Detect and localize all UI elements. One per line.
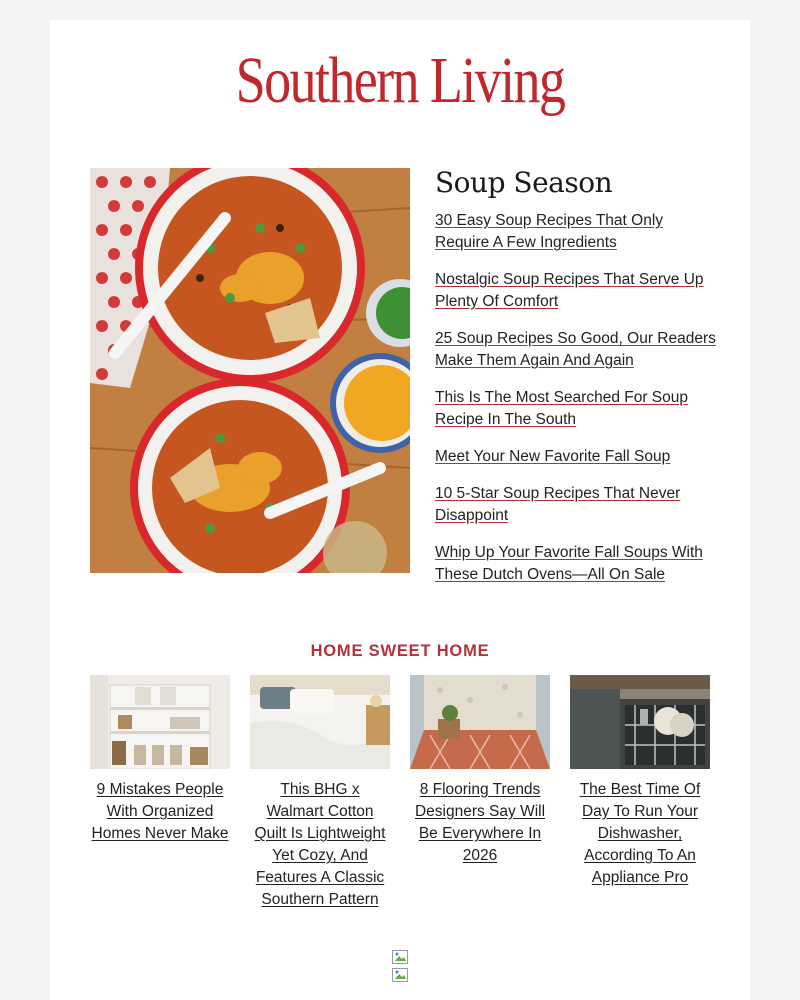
list-item bbox=[435, 542, 720, 586]
article-tile bbox=[410, 675, 550, 911]
soup-link[interactable]: 30 Easy Soup Recipes That Only Require A Few Ingredients bbox=[435, 212, 664, 251]
soup-link[interactable]: Meet Your New Favorite Fall Soup bbox=[435, 448, 671, 465]
article-grid bbox=[90, 675, 710, 911]
article-link[interactable]: The Best Time Of Day To Run Your Dishwasher, According To An Appliance Pro bbox=[579, 781, 701, 886]
article-tile bbox=[90, 675, 230, 911]
email-card bbox=[50, 20, 750, 1000]
list-item bbox=[435, 269, 720, 313]
section-title: HOME SWEET HOME bbox=[310, 642, 490, 660]
soup-link[interactable]: This Is The Most Searched For Soup Recipe In The South bbox=[435, 389, 688, 428]
list-item bbox=[435, 483, 720, 527]
organized-shelves-image[interactable] bbox=[90, 675, 230, 769]
feature-title: Soup Season bbox=[435, 166, 613, 199]
soup-link[interactable]: 25 Soup Recipes So Good, Our Readers Make Them Again And Again bbox=[435, 330, 716, 369]
soup-hero-image[interactable] bbox=[90, 168, 410, 573]
soup-link-list bbox=[435, 210, 720, 601]
article-tile bbox=[570, 675, 710, 911]
quilt-bedroom-image[interactable] bbox=[250, 675, 390, 769]
list-item bbox=[435, 328, 720, 372]
southern-living-logo[interactable]: Southern Living bbox=[235, 44, 565, 117]
article-link[interactable]: This BHG x Walmart Cotton Quilt Is Lightweight Yet Cozy, And Features A Classic Southern Pattern bbox=[254, 781, 386, 908]
flooring-trend-image[interactable] bbox=[410, 675, 550, 769]
article-link[interactable]: 9 Mistakes People With Organized Homes Never Make bbox=[91, 781, 229, 842]
broken-image-icon bbox=[392, 950, 408, 964]
broken-image-icon bbox=[392, 968, 408, 982]
soup-link[interactable]: 10 5-Star Soup Recipes That Never Disappoint bbox=[435, 485, 681, 524]
dishwasher-image[interactable] bbox=[570, 675, 710, 769]
list-item bbox=[435, 446, 720, 468]
list-item bbox=[435, 210, 720, 254]
article-link[interactable]: 8 Flooring Trends Designers Say Will Be Everywhere In 2026 bbox=[414, 781, 546, 864]
list-item bbox=[435, 387, 720, 431]
article-tile bbox=[250, 675, 390, 911]
soup-link[interactable]: Nostalgic Soup Recipes That Serve Up Plenty Of Comfort bbox=[435, 271, 704, 310]
soup-link[interactable]: Whip Up Your Favorite Fall Soups With These Dutch Ovens—All On Sale bbox=[435, 544, 703, 583]
